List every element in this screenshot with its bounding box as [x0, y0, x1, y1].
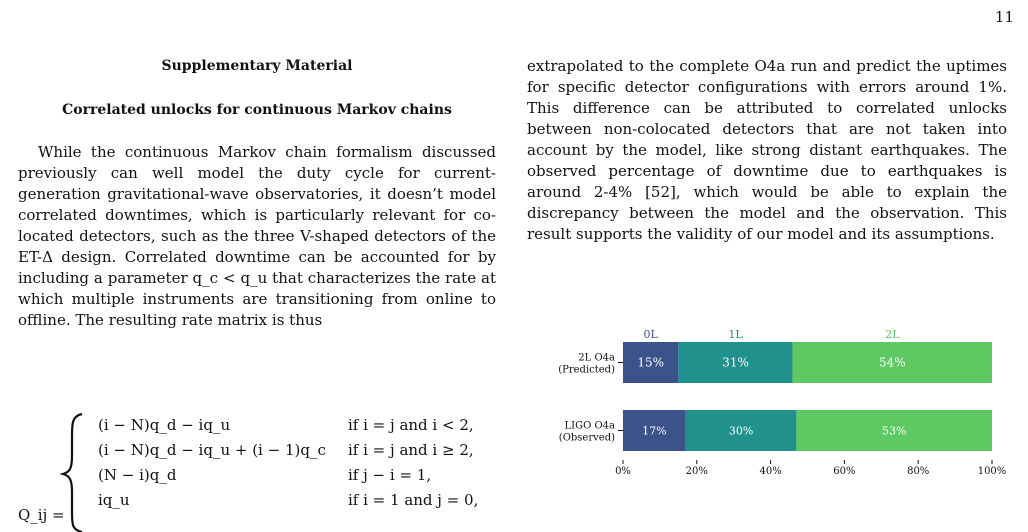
right-paragraph: extrapolated to the complete O4a run and predict the uptimes for specific detector configurations with errors around 1%. This difference can be attributed to correlated unlocks between non-colocated detectors that are not taken into account by the model, like strong distant earthquakes. The observed percentage of downtime due to earthquakes is around 2-4% [52], which would be able to explain the discrepancy between the model and the observation. This result supports the validity of our model and its assumptions. — [527, 57, 1007, 243]
left-brace-icon — [60, 412, 90, 532]
left-paragraph: While the continuous Markov chain formalism discussed previously can well model the duty cycle for current-generation gravitational-wave observatories, it doesn’t model correlated downtimes, which is particularly relevant for co-located detectors, such as the three V-shaped detectors of the ET-Δ design. Correlated downtime can be accounted for by including a parameter q_c < q_u that characterizes the rate at which multiple instruments are transitioning from online to offline. The resulting rate matrix is thus — [18, 143, 496, 329]
legend-label: 1L — [728, 330, 743, 341]
right-column — [527, 56, 1007, 245]
equation-expr: (i − N)q_d − iq_u — [98, 416, 231, 434]
uptime-chart-svg — [555, 330, 1015, 480]
equation-condition: if j − i = 1, — [348, 466, 432, 484]
equation-row — [98, 416, 230, 434]
equation-expr: (N − i)q_d — [98, 466, 177, 484]
equation-condition: if i = 1 and j = 0, — [348, 491, 479, 509]
data-label: 30% — [728, 424, 754, 438]
data-label: 31% — [722, 355, 749, 370]
equation-condition: if i = j and i ≥ 2, — [348, 441, 474, 459]
x-tick-label: 100% — [977, 466, 1007, 477]
equation-row — [98, 491, 130, 509]
data-label: 53% — [881, 424, 907, 438]
legend-label: 2L — [885, 330, 900, 341]
data-label: 54% — [879, 355, 906, 370]
category-label: LIGO O4a — [564, 420, 615, 432]
subsection-title: Correlated unlocks for continuous Markov chains — [62, 102, 452, 118]
data-label: 15% — [637, 355, 665, 370]
uptime-chart — [555, 330, 1015, 480]
equation-expr: iq_u — [98, 491, 130, 509]
data-label: 17% — [642, 424, 667, 438]
x-tick-label: 60% — [833, 466, 856, 477]
page-number: 11 — [994, 8, 1014, 26]
category-label: (Observed) — [558, 432, 615, 444]
category-label: (Predicted) — [558, 364, 615, 376]
equation-condition: if i = j and i < 2, — [348, 416, 474, 434]
legend-label: 0L — [643, 330, 658, 341]
x-tick-label: 0% — [615, 466, 631, 477]
x-tick-label: 40% — [759, 466, 782, 477]
section-title: Supplementary Material — [161, 58, 353, 74]
x-tick-label: 20% — [685, 466, 708, 477]
x-tick-label: 80% — [907, 466, 930, 477]
rate-matrix-equation — [18, 412, 496, 524]
left-column — [18, 56, 496, 331]
equation-row — [98, 466, 176, 484]
category-label: 2L O4a — [578, 352, 615, 364]
equation-expr: (i − N)q_d − iq_u + (i − 1)q_c — [98, 441, 326, 459]
equation-lhs: Q_ij = — [18, 506, 65, 524]
equation-row — [98, 441, 326, 459]
